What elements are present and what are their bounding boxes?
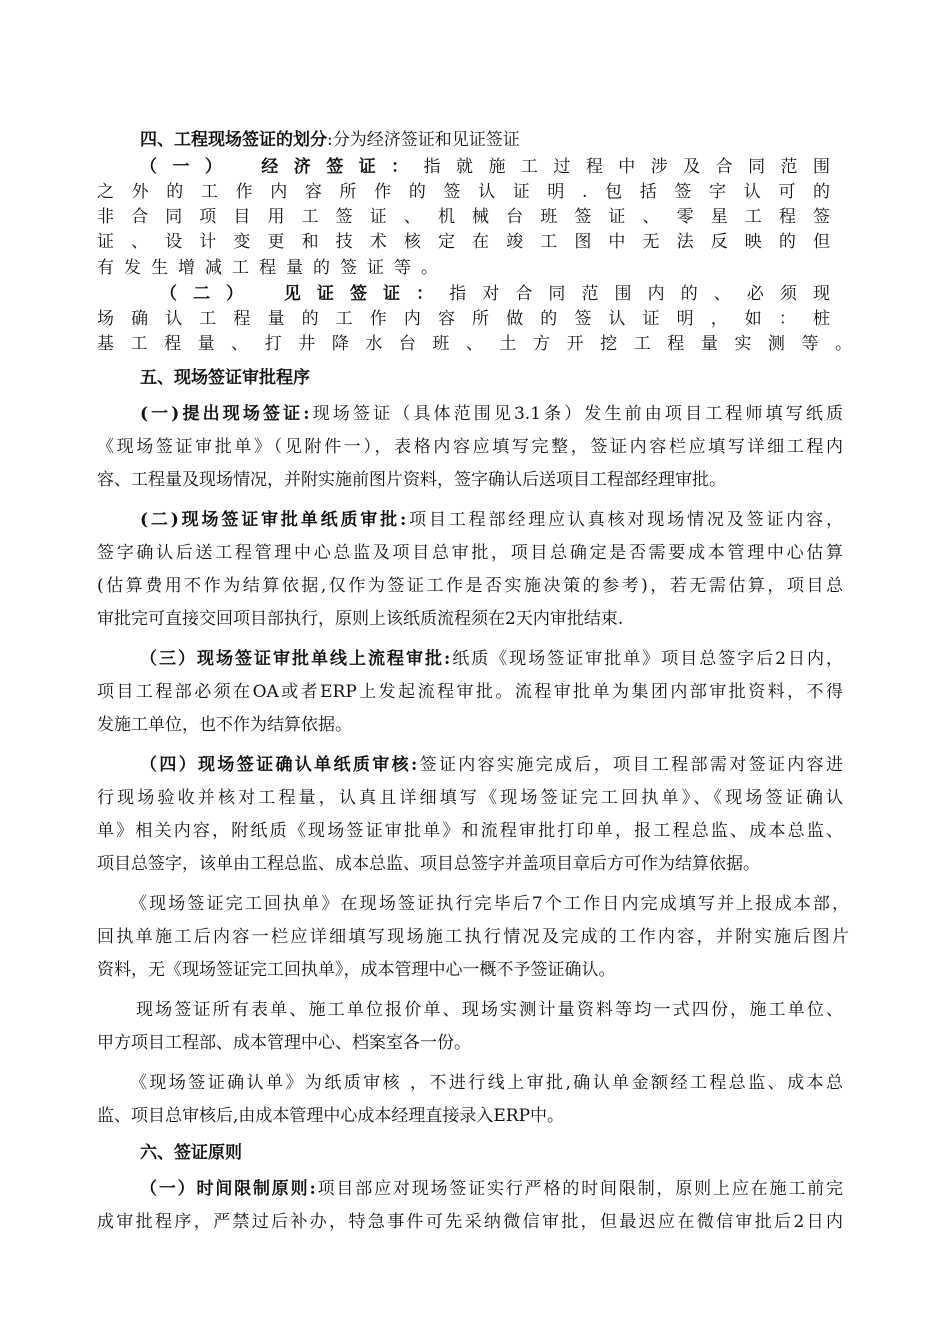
- section-6-heading: 六、签证原则: [140, 1143, 242, 1163]
- s5-p1-line-1: 《现场签证审批单》（见附件一），表格内容应填写完整，签证内容栏应填写详细工程内: [97, 437, 843, 457]
- s4-p1-line-3: 证、设计变更和技术核定在竣工图中无法反映的但: [97, 232, 830, 252]
- s5-p7-line-0: 《现场签证确认单》为纸质审核 ，不进行线上审批,确认单金额经工程总监、成本总: [130, 1073, 843, 1093]
- s5-p3-line-2: 发施工单位，也不作为结算依据。: [97, 715, 352, 735]
- s4-p2-line-2: 基工程量、打井降水台班、土方开挖工程量实测等。: [97, 334, 852, 354]
- s5-p5-line-2: 资料，无《现场签证完工回执单》，成本管理中心一概不予签证确认。: [97, 960, 616, 980]
- s6-p1-label: （一）时间限制原则:: [140, 1179, 316, 1199]
- s5-p4-line-0: （四）现场签证确认单纸质审核:签证内容实施完成后，项目工程部需对签证内容进: [140, 755, 844, 775]
- s4-p1-line-1: 之外的工作内容所作的签认证明.包括签字认可的: [97, 182, 830, 202]
- s4-p2-line-0: （二） 见证签证：指对合同范围内的、必须现: [160, 284, 831, 304]
- s5-p3-line-0: （三）现场签证审批单线上流程审批:纸质《现场签证审批单》项目总签字后2日内，: [140, 649, 843, 669]
- s5-p6-line-0: 现场签证所有表单、施工单位报价单、现场实测计量资料等均一式四份，施工单位、: [136, 1000, 843, 1020]
- section-4-heading-line: [140, 128, 520, 152]
- s4-p2-line-1: 场确认工程量的工作内容所做的签认证明，如：桩: [97, 309, 830, 329]
- s5-p5-line-0: 《现场签证完工回执单》在现场签证执行完毕后7个工作日内完成填写并上报成本部，: [130, 894, 849, 914]
- s5-p2-line-1: 签字确认后送工程管理中心总监及项目总审批，项目总确定是否需要成本管理中心估算: [97, 543, 843, 563]
- s4-p1-line-0: （一） 经济签证：指就施工过程中涉及合同范围: [140, 157, 831, 177]
- s5-p4-line-1: 行现场验收并核对工程量，认真且详细填写《现场签证完工回执单》、《现场签证确认: [97, 788, 843, 808]
- s5-p1-label: (一)提出现场签证:: [140, 404, 310, 424]
- s5-p1-line-0: (一)提出现场签证:现场签证（具体范围见3.1条）发生前由项目工程师填写纸质: [140, 404, 843, 424]
- s5-p7-line-1: 监、项目总审核后,由成本管理中心成本经理直接录入ERP中。: [97, 1106, 565, 1126]
- s5-p4-line-3: 项目总签字，该单由工程总监、成本总监、项目总签字并盖项目章后方可作为结算依据。: [97, 854, 760, 874]
- s5-p5-line-1: 回执单施工后内容一栏应详细填写现场施工执行情况及完成的工作内容，并附实施后图片: [97, 927, 849, 947]
- s5-p4-label: （四）现场签证确认单纸质审核:: [140, 755, 418, 775]
- s5-p1-line-2: 容、工程量及现场情况，并附实施前图片资料，签字确认后送项目工程部经理审批。: [97, 470, 726, 490]
- s4-p2-label: （二） 见证签证：: [160, 284, 450, 304]
- s5-p3-label: （三）现场签证审批单线上流程审批:: [140, 649, 451, 669]
- s4-p1-label: （一） 经济签证：: [140, 157, 424, 177]
- s5-p2-line-3: 审批完可直接交回项目部执行，原则上该纸质流程须在2天内审批结束.: [97, 609, 624, 629]
- s5-p3-line-1: 项目工程部必须在OA或者ERP上发起流程审批。流程审批单为集团内部审批资料，不得: [97, 682, 843, 702]
- s6-p1-line-0: （一）时间限制原则:项目部应对现场签证实行严格的时间限制，原则上应在施工前完: [140, 1179, 843, 1199]
- s6-p1-line-1: 成审批程序，严禁过后补办，特急事件可先采纳微信审批，但最迟应在微信审批后2日内: [97, 1212, 843, 1232]
- s4-p1-line-2: 非合同项目用工签证、机械台班签证、零星工程签: [97, 207, 830, 227]
- s5-p2-label: (二)现场签证审批单纸质审批:: [140, 510, 407, 530]
- s5-p2-line-2: (估算费用不作为结算依据,仅作为签证工作是否实施决策的参考)，若无需估算，项目总: [97, 576, 843, 596]
- section-4-heading: 四、工程现场签证的划分: [140, 130, 327, 150]
- s5-p6-line-1: 甲方项目工程部、成本管理中心、档案室各一份。: [97, 1033, 471, 1053]
- s5-p4-line-2: 单》相关内容，附纸质《现场签证审批单》和流程审批打印单，报工程总监、成本总监、: [97, 821, 843, 841]
- section-5-heading: 五、现场签证审批程序: [140, 368, 310, 388]
- s4-p1-line-4: 有发生增减工程量的签证等。: [97, 258, 448, 278]
- section-4-heading-rest: :分为经济签证和见证签证: [327, 130, 520, 150]
- s5-p2-line-0: (二)现场签证审批单纸质审批:项目工程部经理应认真核对现场情况及签证内容，: [140, 510, 843, 530]
